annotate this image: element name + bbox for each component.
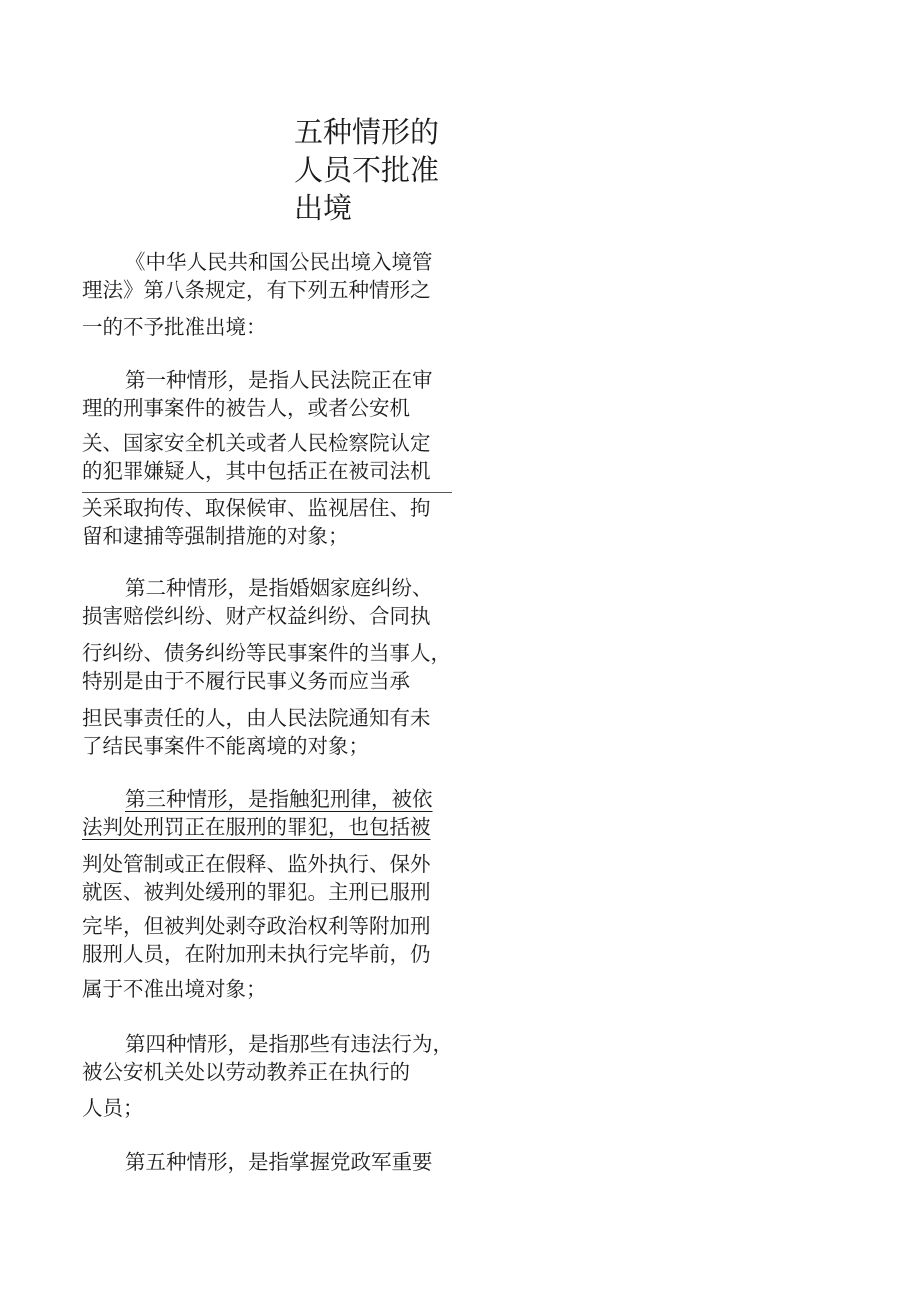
case3-line-4: 就医、被判处缓刑的罪犯。主刑已服刑 xyxy=(82,880,431,904)
title-line-2: 人员不批准 xyxy=(294,153,440,187)
case3-line-3: 判处管制或正在假释、监外执行、保外 xyxy=(82,852,431,876)
intro-line-1: 《中华人民共和国公民出境入境管 xyxy=(125,250,433,274)
case2-line-4: 特别是由于不履行民事义务而应当承 xyxy=(82,669,410,693)
case3-line-6: 服刑人员，在附加刑未执行完毕前，仍 xyxy=(82,942,431,966)
title-line-3: 出境 xyxy=(294,191,353,225)
case2-line-3: 行纠纷、债务纠纷等民事案件的当事人， xyxy=(82,641,451,665)
intro-line-2: 理法》第八条规定，有下列五种情形之 xyxy=(82,278,431,302)
case1-line-2: 理的刑事案件的被告人，或者公安机 xyxy=(82,396,410,420)
horizontal-rule xyxy=(82,492,452,493)
case4-line-2: 被公安机关处以劳动教养正在执行的 xyxy=(82,1060,410,1084)
case5-line-1: 第五种情形，是指掌握党政军重要 xyxy=(125,1150,433,1174)
case2-line-6: 了结民事案件不能离境的对象； xyxy=(82,734,369,758)
intro-line-3: 一的不予批准出境： xyxy=(82,315,267,339)
case4-line-3: 人员； xyxy=(82,1096,144,1120)
case1-line-1: 第一种情形，是指人民法院正在审 xyxy=(125,368,433,392)
case1-line-4: 的犯罪嫌疑人，其中包括正在被司法机 xyxy=(82,459,431,483)
case4-line-1: 第四种情形，是指那些有违法行为， xyxy=(125,1032,453,1056)
case1-line-3: 关、国家安全机关或者人民检察院认定 xyxy=(82,431,431,455)
case1-line-6: 留和逮捕等强制措施的对象； xyxy=(82,524,349,548)
title-line-1: 五种情形的 xyxy=(294,115,440,149)
case3-line-2: 法判处刑罚正在服刑的罪犯，也包括被 xyxy=(82,815,431,839)
case3-line-7: 属于不准出境对象； xyxy=(82,977,267,1001)
case2-line-1: 第二种情形，是指婚姻家庭纠纷、 xyxy=(125,576,433,600)
case2-line-2: 损害赔偿纠纷、财产权益纠纷、合同执 xyxy=(82,604,431,628)
case3-line-5: 完毕，但被判处剥夺政治权利等附加刑 xyxy=(82,914,431,938)
case3-line-1: 第三种情形，是指触犯刑律，被依 xyxy=(125,787,433,811)
case1-line-5: 关采取拘传、取保候审、监视居住、拘 xyxy=(82,496,431,520)
case2-line-5: 担民事责任的人，由人民法院通知有未 xyxy=(82,706,431,730)
